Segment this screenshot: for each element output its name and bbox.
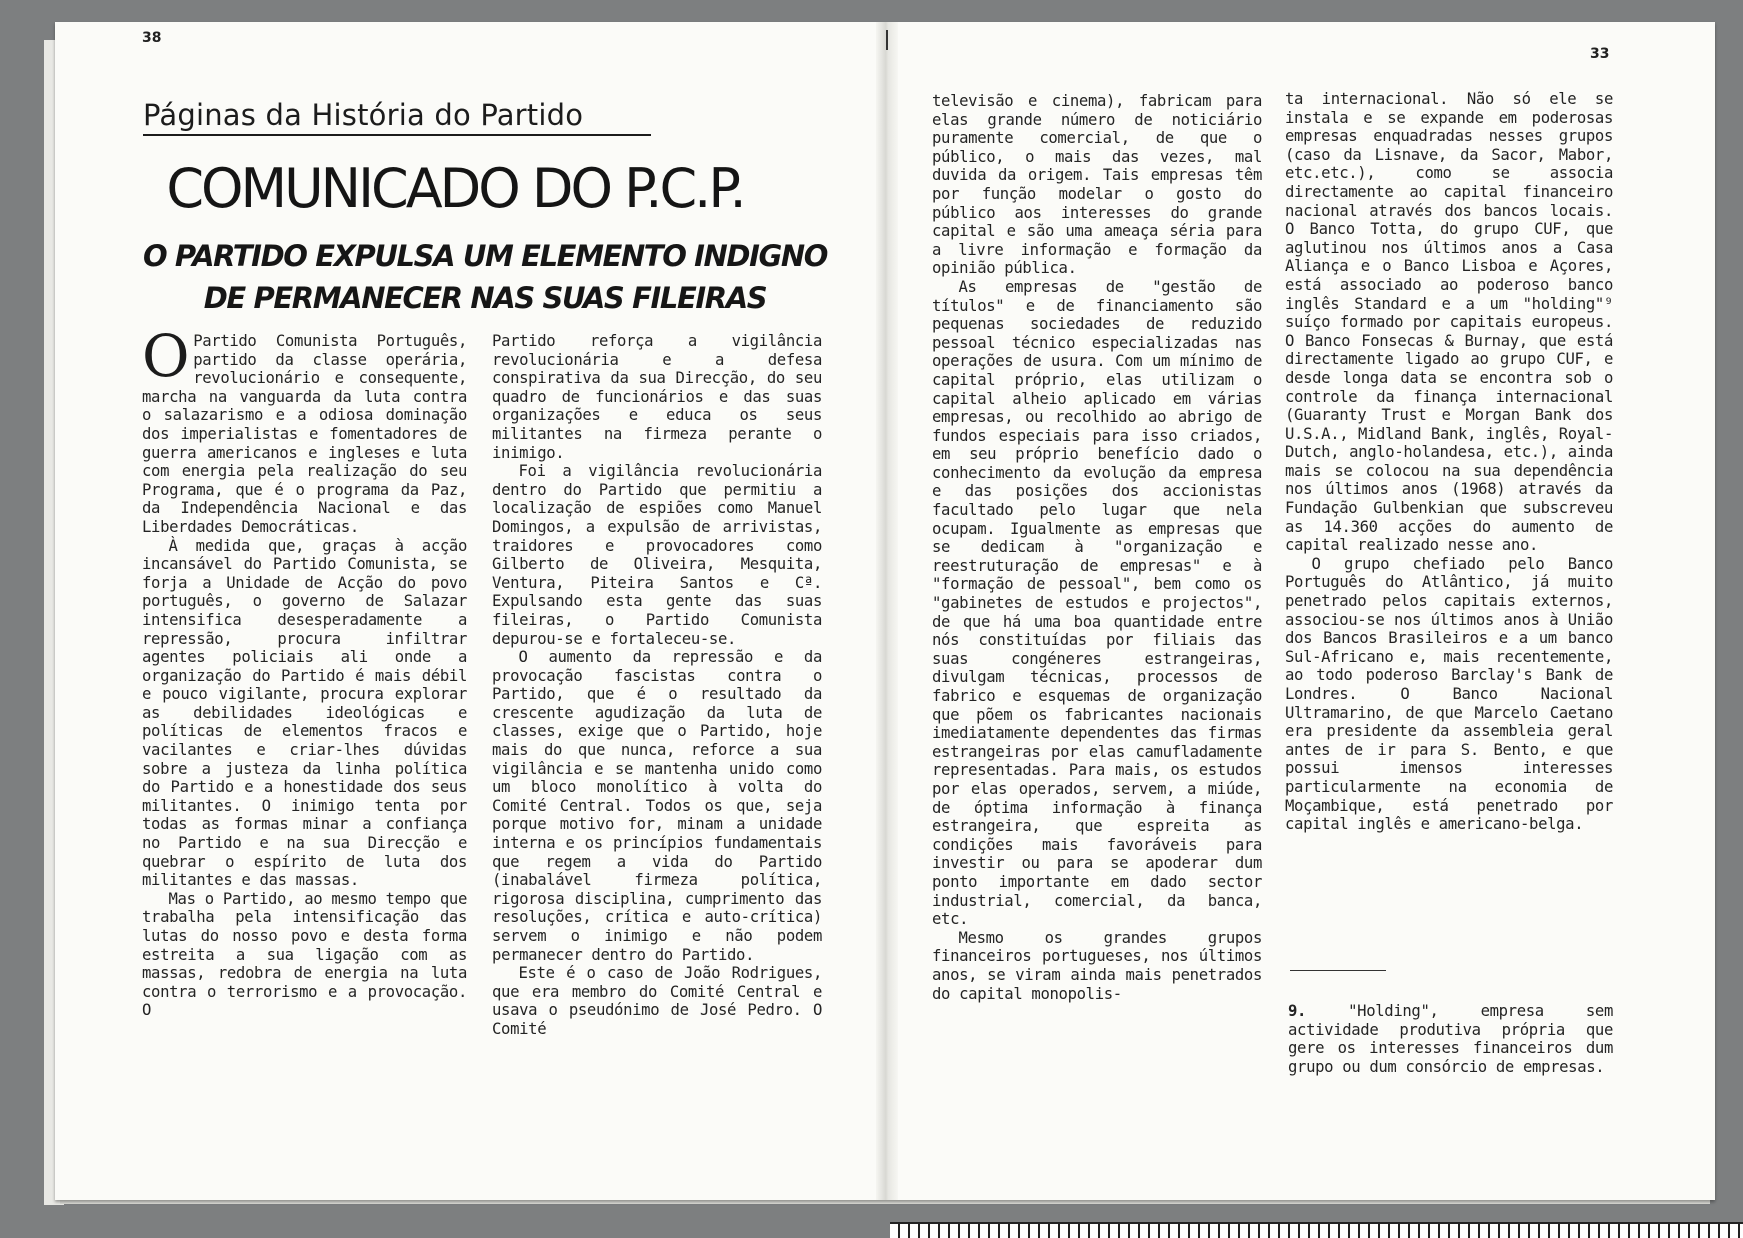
paragraph (142, 322, 467, 537)
paragraph: À medida que, graças à acção incansável do Partido Comunista, se forja a Unidade de Acção do povo português, o governo de Salazar intensifica desesperadamente a repressão, procura infiltrar agentes policiais ali onde a organização do Partido é mais débil e pouco vigilante, procura explorar as debilidades ideológicas e políticas de elementos fracos e vacilantes e criar-lhes dúvidas sobre a justeza da linha política do Partido e a honestidade dos seus militantes. O inimigo tenta por todas as formas minar a confiança no Partido e na sua Direcção e quebrar o espírito de luta dos militantes e das massas. (142, 536, 467, 890)
paragraph: Mas o Partido, ao mesmo tempo que trabalha pela intensificação das lutas do nosso povo e desta forma estreita a sua ligação com as massas, redobra de energia na luta contra o terrorismo e a provocação. O (142, 889, 467, 1020)
paragraph: O aumento da repressão e da provocação fascistas contra o Partido, que é o resultado da crescente agudização da luta de classes, exige que o Partido, hoje mais do que nunca, reforce a sua vigilância e se mantenha unido como um bloco monolítico à volta do Comité Central. Todos os que, seja porque motivo for, minam a unidade interna e os princípios fundamentais que regem a vida do Partido (inabalável firmeza política, rigorosa disciplina, cumprimento das resoluções, crítica e auto-crítica) servem o inimigo e não podem permanecer dentro do Partido. (492, 648, 822, 964)
right-page-column-2 (1285, 90, 1613, 834)
paragraph: As empresas de "gestão de títulos" e de financiamento são pequenas sociedades de reduzido pessoal técnico especializadas nas operações de usura. Com um mínimo de capital próprio, elas utilizam o capital alheio aplicado em várias empresas, ou recolhido ao abrigo de fundos especiais para isso criados, em seu próprio benefício dado o conhecimento da evolução da empresa e das posições dos accionistas facultado pelo lugar que nela ocupam. Igualmente as empresas que se dedicam à "organização e reestruturação de empresas" e à "formação de pessoal", bem como os "gabinetes de estudos e projectos", de que há uma boa quantidade entre nós constituídas por filiais das suas congéneres estrangeiras, divulgam técnicas, processos de fabrico e esquemas de organização que põem os fabricantes nacionais imediatamente dependentes das firmas estrangeiras por elas camufladamente representadas. Para mais, os estudos por elas operados, servem, a miúde, de óptima informação à finança estrangeira, que espreita as condições mais favoráveis para investir ou para se apoderar dum ponto importante em dado sector industrial, comercial, da banca, etc. (932, 277, 1262, 929)
paragraph: ta internacional. Não só ele se instala e se expande em poderosas empresas enquadradas nesses grupos (caso da Lisnave, da Sacor, Mabor, etc.etc.), como se associa directamente ao capital financeiro nacional através dos bancos locais. O Banco Totta, do grupo CUF, que aglutinou nos últimos anos a Casa Aliança e o Banco Lisboa e Açores, está associado ao poderoso banco inglês Standard e a um "holding"⁹ suíço formado por capitais europeus. O Banco Fonsecas & Burnay, que está directamente ligado ao grupo CUF, e desde longa data se encontra sob o controle da finança internacional (Guaranty Trust e Morgan Bank dos U.S.A., Midland Bank, inglês, Royal-Dutch, anglo-holandesa, etc.), ainda mais se colocou na sua dependência nos últimos anos (1968) através da Fundação Gulbenkian que subscreveu as 14.360 acções do aumento de capital realizado nesse ano. (1285, 90, 1613, 555)
paragraph: Este é o caso de João Rodrigues, que era membro do Comité Central e usava o pseudónimo de José Pedro. O Comité (492, 964, 822, 1038)
headline: COMUNICADO DO P.C.P. (166, 157, 744, 220)
paragraph: O grupo chefiado pelo Banco Português do Atlântico, já muito penetrado pelos capitais externos, associou-se nos últimos anos à União dos Bancos Brasileiros e a um banco Sul-Africano e, mais recentemente, ao todo poderoso Barclay's Bank de Londres. O Banco Nacional Ultramarino, de que Marcelo Caetano era presidente da assembleia geral antes de ir para S. Bento, e que possui imensos interesses particularmente na economia de Moçambique, está penetrado por capital inglês e americano-belga. (1285, 554, 1613, 834)
footnote-text: "Holding", empresa sem actividade produtiva própria que gere os interesses financeiros dum grupo ou dum consórcio de empresas. (1288, 1002, 1614, 1076)
right-page-column-1 (932, 92, 1262, 1003)
left-page-column-2 (492, 332, 822, 1039)
gutter-mark (886, 30, 888, 50)
footnote (1288, 1002, 1613, 1076)
section-kicker-text: Páginas da História do Partido (143, 98, 584, 132)
paragraph-text: Partido Comunista Português, partido da classe operária, revolucionário e consequente, marcha na vanguarda da luta contra o salazarismo e a odiosa dominação dos imperialistas e fomentadores de guerra americanos e ingleses e luta com energia pela realização do seu Programa, que é o programa da Paz, da Independência Nacional e das Liberdades Democráticas. (142, 332, 467, 536)
subheadline: O PARTIDO EXPULSA UM ELEMENTO INDIGNO DE PERMANECER NAS SUAS FILEIRAS (142, 239, 827, 315)
drop-cap: O (142, 322, 190, 390)
paragraph: Foi a vigilância revolucionária dentro do Partido que permitiu a localização de espiões como Manuel Domingos, a expulsão de arrivistas, traidores e provocadores como Gilberto de Oliveira, Mesquita, Ventura, Piteira Santos e Cª. Expulsando esta gente das suas fileiras, o Partido Comunista depurou-se e fortaleceu-se. (492, 462, 822, 648)
paragraph: televisão e cinema), fabricam para elas grande número de noticiário puramente comercial, de que o público, o mais das vezes, mal duvida da origem. Tais empresas têm por função modelar o gosto do público aos interesses do grande capital e são uma ameaça séria para a livre informação e formação da opinião pública. (932, 92, 1262, 278)
left-page-column-1 (142, 322, 467, 1020)
paragraph: Mesmo os grandes grupos financeiros portugueses, nos últimos anos, se viram ainda mais penetrados do capital monopolis- (932, 928, 1262, 1003)
footnote-rule (1290, 970, 1386, 971)
section-kicker (143, 98, 651, 136)
right-page-number: 33 (1590, 46, 1610, 62)
book-gutter (876, 22, 898, 1200)
left-page-number: 38 (142, 30, 162, 46)
paragraph: Partido reforça a vigilância revolucionária e a defesa conspirativa da sua Direcção, do seu quadro de funcionários e das suas organizações e educa os seus militantes na firmeza perante o inimigo. (492, 332, 822, 462)
footnote-number: 9. (1288, 1002, 1307, 1020)
